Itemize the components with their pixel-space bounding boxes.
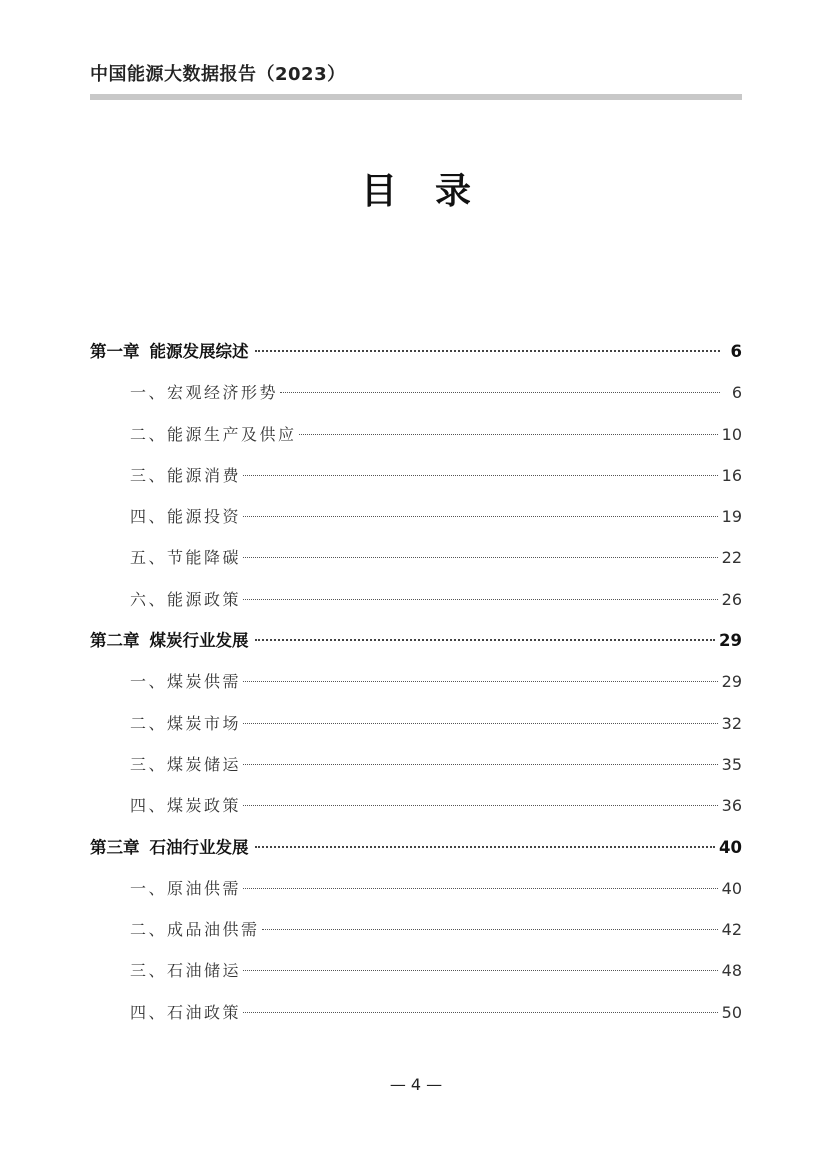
toc-section-entry[interactable] [90, 455, 742, 496]
toc-page-number: 16 [721, 465, 742, 485]
dot-leader [299, 434, 718, 435]
toc-page-number: 42 [721, 920, 742, 940]
section-title: 四、石油政策 [130, 1002, 242, 1022]
chapter-title: 煤炭行业发展 [149, 631, 249, 651]
toc-page-number: 35 [721, 754, 742, 774]
section-title: 五、节能降碳 [130, 548, 242, 568]
dot-leader [243, 1012, 718, 1013]
toc-page-number: 36 [721, 796, 742, 816]
toc-page-number: 48 [721, 961, 742, 981]
toc-page-number: 26 [721, 589, 742, 609]
toc-page-number: 32 [721, 713, 742, 733]
toc-page-number: 29 [721, 672, 742, 692]
section-title: 二、煤炭市场 [130, 713, 242, 733]
chapter-title: 能源发展综述 [149, 342, 249, 361]
section-title: 一、煤炭供需 [130, 672, 242, 692]
toc-section-entry[interactable] [90, 496, 742, 537]
section-title: 六、能源政策 [130, 589, 242, 609]
dot-leader [255, 350, 721, 352]
toc-section-entry[interactable] [90, 579, 742, 620]
dot-leader [255, 639, 716, 641]
report-title: 中国能源大数据报告（2023） [90, 64, 346, 85]
page-title: 目录 [360, 171, 509, 212]
toc-page-number: 19 [721, 507, 742, 527]
toc-page-number: 22 [721, 548, 742, 568]
dot-leader [243, 557, 718, 558]
section-title: 三、能源消费 [130, 465, 242, 485]
toc-page-number: 6 [731, 383, 742, 403]
section-title: 四、能源投资 [130, 507, 242, 527]
toc-section-entry[interactable] [90, 909, 742, 950]
toc-section-entry[interactable] [90, 703, 742, 744]
section-title: 三、石油储运 [130, 961, 242, 981]
section-title: 四、煤炭政策 [130, 796, 242, 816]
toc-page-number: 50 [721, 1002, 742, 1022]
chapter-title: 石油行业发展 [149, 837, 249, 857]
header-divider [90, 94, 742, 100]
dot-leader [280, 392, 720, 393]
toc-page-number: 29 [719, 631, 742, 651]
chapter-number: 第一章 [90, 342, 140, 361]
dot-leader [262, 929, 718, 930]
toc-section-entry[interactable] [90, 744, 742, 785]
section-title: 二、成品油供需 [130, 920, 260, 940]
toc-section-entry[interactable] [90, 414, 742, 455]
toc-section-entry[interactable] [90, 661, 742, 702]
dot-leader [243, 516, 718, 517]
section-title: 二、能源生产及供应 [130, 424, 297, 444]
toc-section-entry[interactable] [90, 372, 742, 413]
dot-leader [243, 888, 718, 889]
section-title: 三、煤炭储运 [130, 754, 242, 774]
table-of-contents [90, 331, 742, 1033]
toc-page-number: 40 [721, 878, 742, 898]
toc-page-number: 10 [721, 424, 742, 444]
toc-chapter-entry[interactable] [90, 620, 742, 661]
toc-section-entry[interactable] [90, 868, 742, 909]
page-number: — 4 — [389, 1075, 443, 1094]
chapter-number: 第三章 [90, 837, 140, 857]
dot-leader [243, 475, 718, 476]
dot-leader [243, 764, 718, 765]
toc-section-entry[interactable] [90, 537, 742, 578]
dot-leader [255, 846, 716, 848]
dot-leader [243, 599, 718, 600]
dot-leader [243, 681, 718, 682]
chapter-number: 第二章 [90, 631, 140, 651]
dot-leader [243, 805, 718, 806]
toc-page-number: 40 [719, 837, 742, 857]
toc-page-number: 6 [730, 342, 742, 361]
dot-leader [243, 723, 718, 724]
section-title: 一、宏观经济形势 [130, 383, 279, 403]
toc-section-entry[interactable] [90, 992, 742, 1033]
dot-leader [243, 970, 718, 971]
running-header [90, 62, 742, 100]
toc-chapter-entry[interactable] [90, 331, 742, 372]
section-title: 一、原油供需 [130, 878, 242, 898]
toc-chapter-entry[interactable] [90, 827, 742, 868]
toc-section-entry[interactable] [90, 950, 742, 991]
toc-section-entry[interactable] [90, 785, 742, 826]
